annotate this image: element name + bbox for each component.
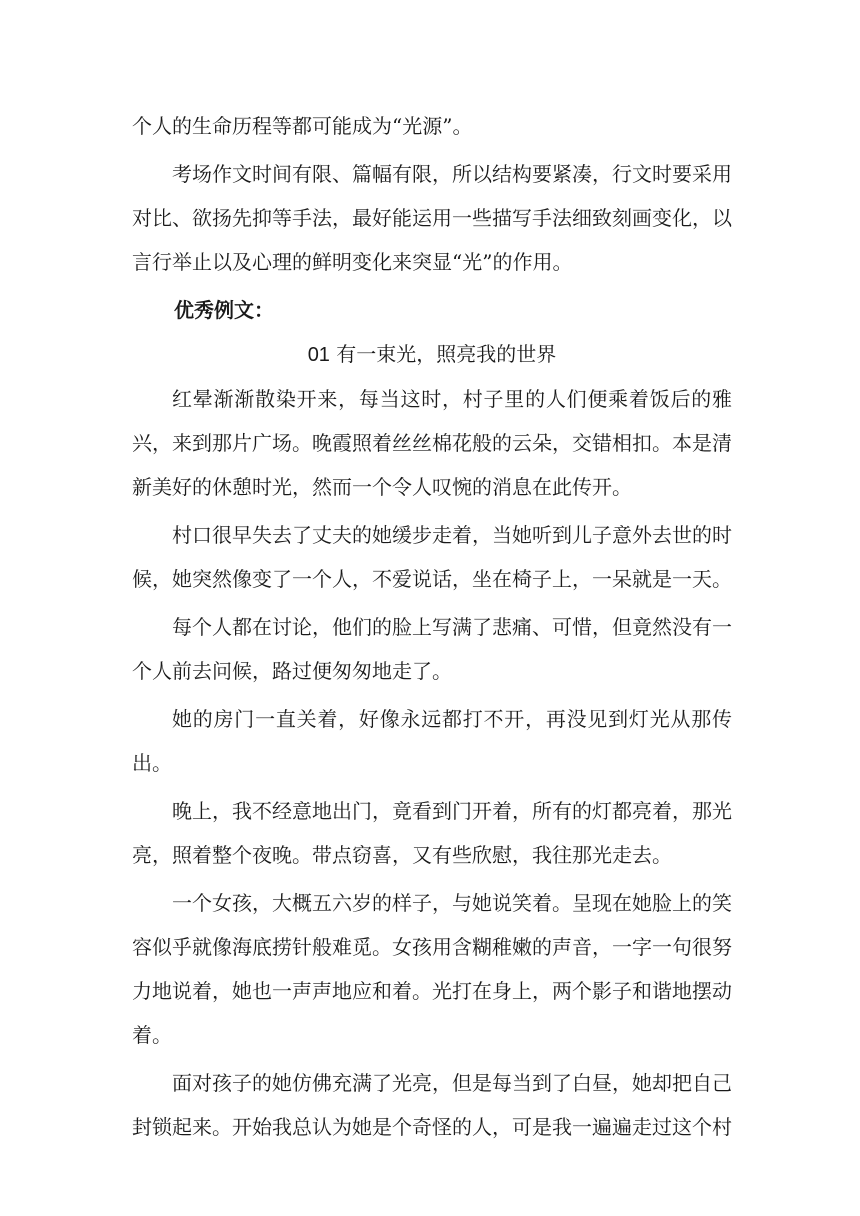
essay-title xyxy=(132,332,732,377)
essay-paragraph-3: 每个人都在讨论，他们的脸上写满了悲痛、可惜，但竟然没有一个人前去问候，路过便匆匆地走了。 xyxy=(132,615,732,683)
essay-title-number: 01 xyxy=(307,344,330,366)
essay-paragraph-4: 她的房门一直关着，好像永远都打不开，再没见到灯光从那传出。 xyxy=(132,707,732,775)
essay-title-text: 有一束光，照亮我的世界 xyxy=(329,342,557,366)
essay-paragraph-5: 晚上，我不经意地出门，竟看到门开着，所有的灯都亮着，那光亮，照着整个夜晚。带点窃喜，又有些欣慰，我往那光走去。 xyxy=(132,799,732,867)
document-page xyxy=(132,104,732,1149)
intro-paragraph-1: 个人的生命历程等都可能成为“光源”。 xyxy=(132,114,473,138)
essay-paragraph-1: 红晕渐渐散染开来，每当这时，村子里的人们便乘着饭后的雅兴，来到那片广场。晚霞照着丝丝棉花般的云朵，交错相扣。本是清新美好的休憩时光，然而一个令人叹惋的消息在此传开。 xyxy=(132,387,732,499)
essay-paragraph-2: 村口很早失去了丈夫的她缓步走着，当她听到儿子意外去世的时候，她突然像变了一个人，不爱说话，坐在椅子上，一呆就是一天。 xyxy=(132,523,732,591)
section-heading: 优秀例文： xyxy=(174,298,274,322)
intro-paragraph-2: 考场作文时间有限、篇幅有限，所以结构要紧凑，行文时要采用对比、欲扬先抑等手法，最好能运用一些描写手法细致刻画变化，以言行举止以及心理的鲜明变化来突显“光”的作用。 xyxy=(132,162,732,274)
essay-paragraph-7: 面对孩子的她仿佛充满了光亮，但是每当到了白昼，她却把自己封锁起来。开始我总认为她是个奇怪的人，可是我一遍遍走过这个村 xyxy=(132,1071,732,1139)
essay-paragraph-6: 一个女孩，大概五六岁的样子，与她说笑着。呈现在她脸上的笑容似乎就像海底捞针般难觅。女孩用含糊稚嫩的声音，一字一句很努力地说着，她也一声声地应和着。光打在身上，两个影子和谐地摆动着。 xyxy=(132,891,732,1047)
